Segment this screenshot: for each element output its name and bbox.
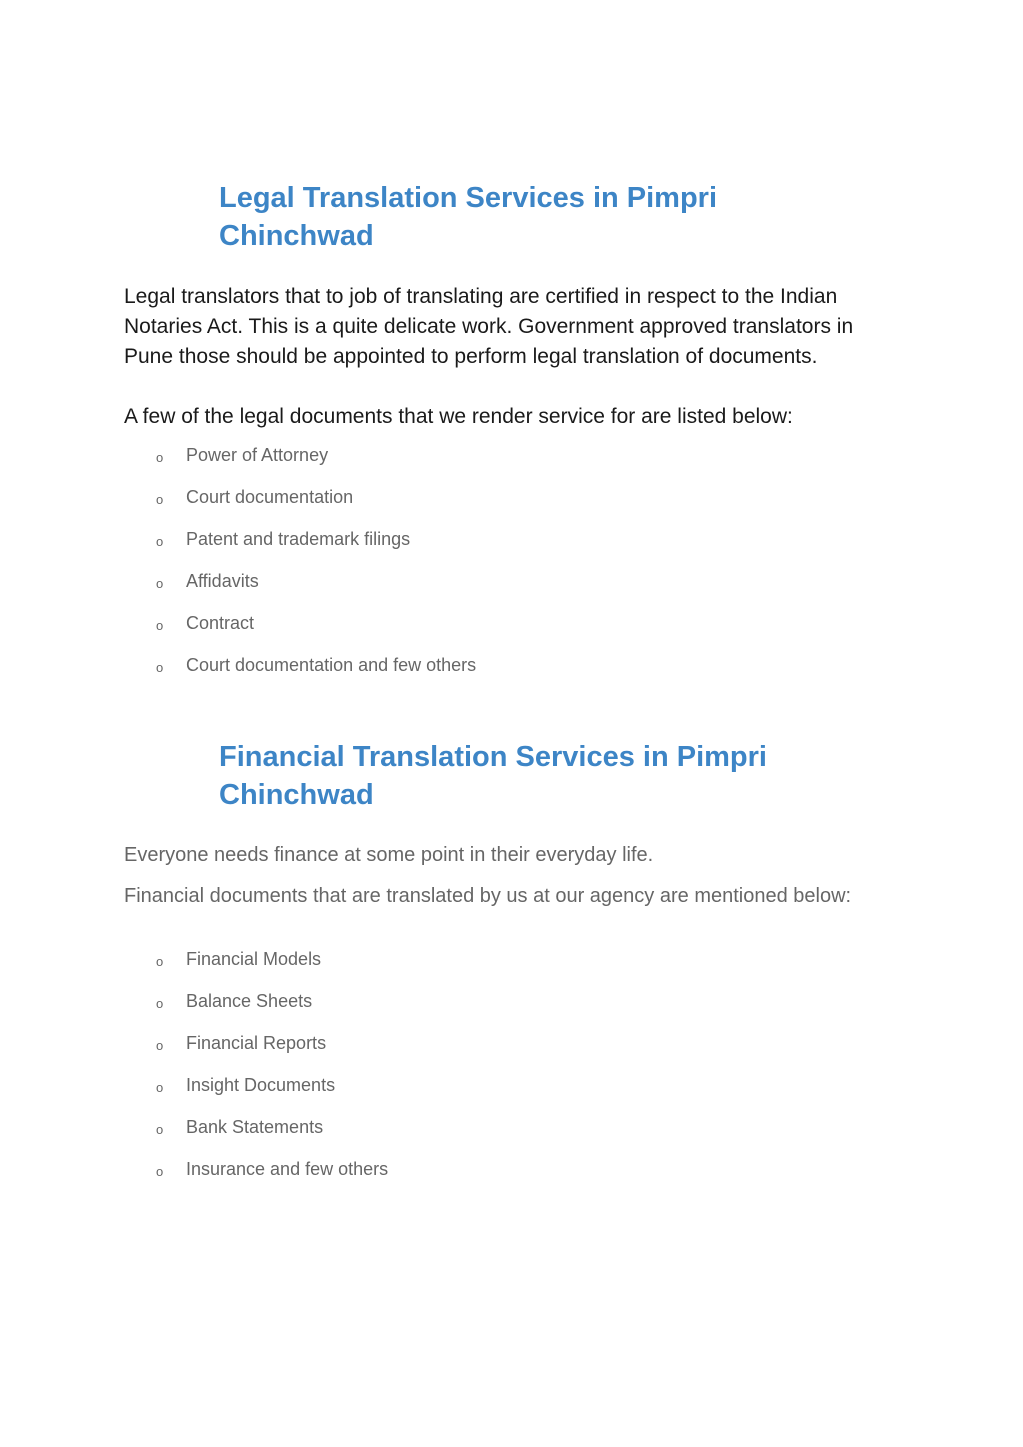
circle-bullet-icon: o	[156, 1080, 164, 1095]
legal-intro-paragraph: Legal translators that to job of translating are certified in respect to the Indian Notaries Act. This is a quite delicate work. Government approved translators in Pune those should be appointed to perform legal translation of documents.	[124, 285, 854, 368]
list-item-text: Contract	[186, 613, 255, 633]
list-item-text: Power of Attorney	[186, 445, 329, 465]
circle-bullet-icon: o	[156, 576, 164, 591]
legal-section-heading: Legal Translation Services in Pimpri Chinchwad	[219, 182, 718, 252]
list-item-text: Balance Sheets	[186, 991, 313, 1011]
financial-paragraph-1: Everyone needs finance at some point in their everyday life.	[124, 844, 654, 866]
circle-bullet-icon: o	[156, 954, 164, 969]
circle-bullet-icon: o	[156, 1122, 164, 1137]
list-item-text: Insight Documents	[186, 1075, 336, 1095]
financial-paragraph-2: Financial documents that are translated by us at our agency are mentioned below:	[124, 885, 852, 907]
circle-bullet-icon: o	[156, 450, 164, 465]
circle-bullet-icon: o	[156, 534, 164, 549]
circle-bullet-icon: o	[156, 492, 164, 507]
circle-bullet-icon: o	[156, 618, 164, 633]
legal-list-intro: A few of the legal documents that we render service for are listed below:	[124, 405, 793, 428]
list-item-text: Bank Statements	[186, 1117, 324, 1137]
financial-section-heading: Financial Translation Services in Pimpri Chinchwad	[219, 741, 767, 811]
circle-bullet-icon: o	[156, 996, 164, 1011]
list-item-text: Financial Models	[186, 949, 322, 969]
list-item-text: Insurance and few others	[186, 1159, 389, 1179]
circle-bullet-icon: o	[156, 660, 164, 675]
circle-bullet-icon: o	[156, 1164, 164, 1179]
list-item-text: Affidavits	[186, 571, 259, 591]
list-item-text: Patent and trademark filings	[186, 529, 411, 549]
circle-bullet-icon: o	[156, 1038, 164, 1053]
list-item-text: Financial Reports	[186, 1033, 327, 1053]
list-item-text: Court documentation and few others	[186, 655, 477, 675]
list-item-text: Court documentation	[186, 487, 354, 507]
